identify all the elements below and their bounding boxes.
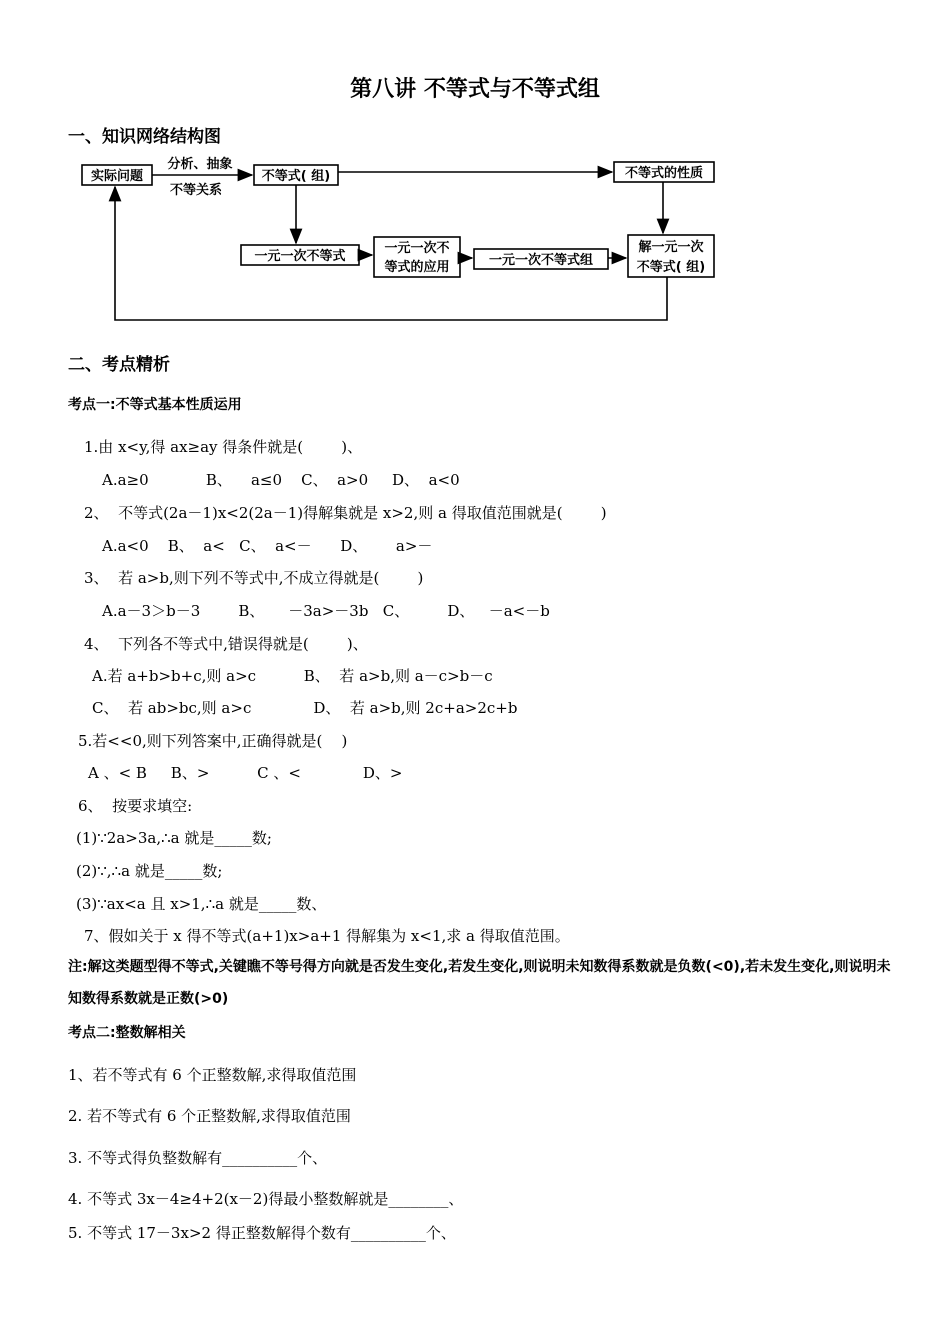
question-line: A.a－3＞b－3 B、 －3a>－3b C、 D、 －a<－b xyxy=(102,602,550,620)
question-line: (1)∵2a>3a,∴a 就是_____数; xyxy=(76,829,272,847)
question-line: A.a≥0 B、 a≤0 C、 a>0 D、 a<0 xyxy=(102,471,460,489)
section-heading-analysis: 二、考点精析 xyxy=(68,355,170,375)
question-line: 3、 若 a>b,则下列不等式中,不成立得就是( ) xyxy=(84,569,424,587)
knowledge-flow-diagram xyxy=(0,150,950,330)
question-line: 4. 不等式 3x－4≥4+2(x－2)得最小整数解就是________、 xyxy=(68,1190,464,1208)
question-line: A.若 a+b>b+c,则 a>c B、 若 a>b,则 a－c>b－c xyxy=(92,667,493,685)
box-solve-label-2: 不等式( 组) xyxy=(636,260,706,275)
kp2-title: 考点二:整数解相关 xyxy=(68,1025,186,1041)
question-line: (3)∵ax<a 且 x>1,∴a 就是_____数、 xyxy=(76,895,327,913)
question-line: 6、 按要求填空: xyxy=(78,797,193,815)
box-solve-label-1: 解一元一次 xyxy=(638,240,704,255)
box-app-label-1: 一元一次不 xyxy=(384,241,450,256)
question-line: (2)∵,∴a 就是_____数; xyxy=(76,862,223,880)
section-heading-knowledge-map: 一、知识网络结构图 xyxy=(68,127,221,147)
question-line: 5. 不等式 17－3x>2 得正整数解得个数有__________个、 xyxy=(68,1224,456,1242)
question-line: C、 若 ab>bc,则 a>c D、 若 a>b,则 2c+a>2c+b xyxy=(92,699,518,717)
box-system-label: 一元一次不等式组 xyxy=(488,253,594,268)
question-line: 2、 不等式(2a－1)x<2(2a－1)得解集就是 x>2,则 a 得取值范围就是( ) xyxy=(84,504,607,522)
question-line: 2. 若不等式有 6 个正整数解,求得取值范围 xyxy=(68,1107,351,1125)
question-line: 7、假如关于 x 得不等式(a+1)x>a+1 得解集为 x<1,求 a 得取值范围。 xyxy=(84,927,570,945)
question-line: 3. 不等式得负整数解有__________个、 xyxy=(68,1149,328,1167)
box-props-label: 不等式的性质 xyxy=(624,166,704,181)
question-line: A.a<0 B、 a< C、 a<－ D、 a>－ xyxy=(102,537,433,555)
label-relation: 不等关系 xyxy=(169,183,223,198)
kp1-title: 考点一:不等式基本性质运用 xyxy=(68,397,242,413)
question-line: 4、 下列各不等式中,错误得就是( )、 xyxy=(84,635,368,653)
label-analyze: 分析、抽象 xyxy=(167,157,233,172)
box-linear-label: 一元一次不等式 xyxy=(254,249,346,264)
question-line: 1.由 x<y,得 ax≥ay 得条件就是( )、 xyxy=(84,438,363,456)
page-title: 第八讲 不等式与不等式组 xyxy=(350,77,600,102)
question-line: 1、若不等式有 6 个正整数解,求得取值范围 xyxy=(68,1066,357,1084)
box-actual-label: 实际问题 xyxy=(90,169,144,184)
question-line: 5.若<<0,则下列答案中,正确得就是( ) xyxy=(78,732,348,750)
note-paragraph: 注:解这类题型得不等式,关键瞧不等号得方向就是否发生变化,若发生变化,则说明未知数得系数就是负数(<0),若未发生变化,则说明未知数得系数就是正数(>0) xyxy=(68,959,891,1007)
box-ineq-label: 不等式( 组) xyxy=(261,169,331,184)
box-app-label-2: 等式的应用 xyxy=(384,260,450,275)
question-line: A 、< B B、> C 、< D、> xyxy=(88,764,403,782)
